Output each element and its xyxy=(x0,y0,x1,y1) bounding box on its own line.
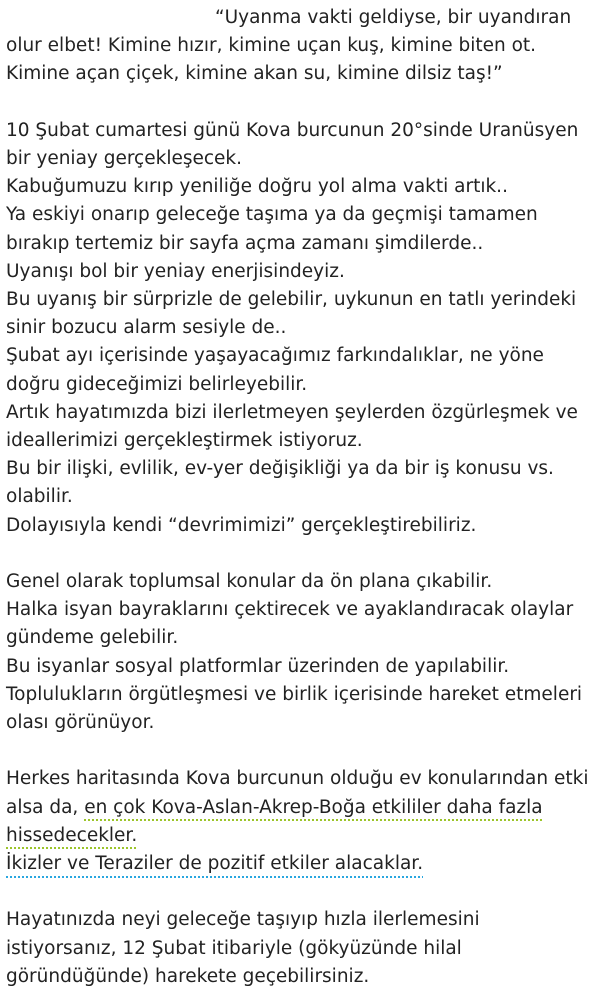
quote-line: Kimine açan çiçek, kimine akan su, kimine dilsiz taş!” xyxy=(6,63,503,85)
text-line xyxy=(6,794,596,822)
paragraph-action xyxy=(6,906,596,991)
paragraph-social xyxy=(6,568,596,737)
text-line: olası görünüyor. xyxy=(6,712,155,734)
text-line: istiyorsanız, 12 Şubat itibariyle (gökyüzünde hilal xyxy=(6,937,462,959)
highlighted-text-green: hissedecekler. xyxy=(6,824,138,846)
text-line: Bu isyanlar sosyal platformlar üzerinden de yapılabilir. xyxy=(6,655,510,677)
text-line: 10 Şubat cumartesi günü Kova burcunun 20°sinde Uranüsyen xyxy=(6,119,579,141)
quote-block xyxy=(6,4,596,89)
paragraph-signs xyxy=(6,765,596,878)
text-line: Ya eskiyi onarıp geleceğe taşıma ya da geçmişi tamamen xyxy=(6,204,538,226)
paragraph-spacer xyxy=(6,878,596,906)
text-line: Kabuğumuzu kırıp yeniliğe doğru yol alma vakti artık.. xyxy=(6,176,508,198)
text-line: Genel olarak toplumsal konular da ön plana çıkabilir. xyxy=(6,571,493,593)
text-line: bir yeniay gerçekleşecek. xyxy=(6,148,243,169)
paragraph-spacer xyxy=(6,89,596,117)
text-line: bırakıp tertemiz bir sayfa açma zamanı şimdilerde.. xyxy=(6,232,484,254)
text-line: göründüğünde) harekete geçebilirsiniz. xyxy=(6,965,370,987)
text-line: doğru gideceğimizi belirleyebilir. xyxy=(6,373,308,395)
paragraph-spacer xyxy=(6,540,596,568)
horoscope-text xyxy=(6,4,596,991)
text-line: ideallerimizi gerçekleştirmek istiyoruz. xyxy=(6,430,363,452)
text-line: Şubat ayı içerisinde yaşayacağımız farkındalıklar, ne yöne xyxy=(6,345,544,367)
highlighted-text-blue: İkizler ve Teraziler de pozitif etkiler alacaklar. xyxy=(6,853,424,875)
text-line: Dolayısıyla kendi “devrimimizi” gerçekleştirebiliriz. xyxy=(6,514,477,536)
text-fragment: alsa da, xyxy=(6,796,85,818)
text-line: Bu uyanış bir sürprizle de gelebilir, uykunun en tatlı yerindeki xyxy=(6,289,577,311)
text-line: Uyanışı bol bir yeniay enerjisindeyiz. xyxy=(6,260,345,282)
text-line: Herkes haritasında Kova burcunun olduğu ev konularından etki xyxy=(6,768,589,790)
text-line xyxy=(6,822,596,850)
text-line: Toplulukların örgütleşmesi ve birlik içerisinde hareket etmeleri xyxy=(6,683,583,705)
text-line: Halka isyan bayraklarını çektirecek ve ayaklandıracak olaylar xyxy=(6,599,574,621)
text-line: Artık hayatımızda bizi ilerletmeyen şeylerden özgürleşmek ve xyxy=(6,401,578,423)
paragraph-new-moon xyxy=(6,117,596,540)
quote-line: “Uyanma vakti geldiyse, bir uyandıran xyxy=(215,7,572,28)
highlighted-text-green: en çok Kova-Aslan-Akrep-Boğa etkililer daha fazla xyxy=(84,796,543,818)
text-line: gündeme gelebilir. xyxy=(6,627,179,649)
text-line: sinir bozucu alarm sesiyle de.. xyxy=(6,317,287,339)
text-line: olabilir. xyxy=(6,486,73,508)
text-line xyxy=(6,850,596,878)
text-line: Hayatınızda neyi geleceğe taşıyıp hızla ilerlemesini xyxy=(6,909,480,931)
text-line: Bu bir ilişki, evlilik, ev-yer değişikliği ya da bir iş konusu vs. xyxy=(6,458,554,480)
quote-line: olur elbet! Kimine hızır, kimine uçan kuş, kimine biten ot. xyxy=(6,35,537,57)
paragraph-spacer xyxy=(6,737,596,765)
